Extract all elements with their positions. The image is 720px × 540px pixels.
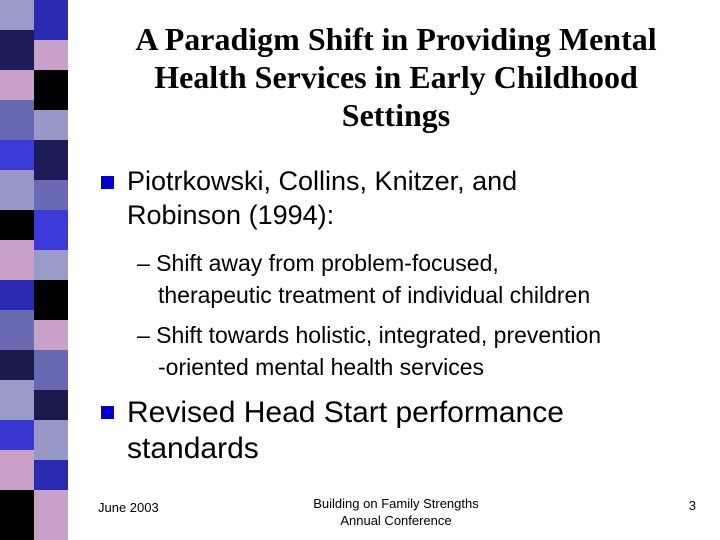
sub-bullet-2-line-1: – Shift towards holistic, integrated, prevention — [137, 322, 602, 348]
slide-title: A Paradigm Shift in Providing Mental Health Services in Early Childhood Settings — [135, 21, 657, 133]
sub-bullet-1-line-1: – Shift away from problem-focused, — [137, 250, 499, 276]
footer-conference-line-1: Building on Family Strengths — [313, 496, 479, 511]
bullet-1-line-2: Robinson (1994): — [127, 200, 335, 230]
bullet-2-line-2: standards — [127, 432, 259, 465]
sub-bullet-2-line-2: -oriented mental health services — [158, 354, 484, 380]
bullet-1-line-1: Piotrkowski, Collins, Knitzer, and — [127, 166, 518, 196]
bullet-2-line-1: Revised Head Start performance — [127, 396, 564, 429]
footer-date: June 2003 — [98, 500, 159, 515]
bullet-square-icon — [101, 406, 114, 419]
footer-conference-line-2: Annual Conference — [340, 513, 452, 528]
decorative-left-strip — [0, 0, 68, 540]
bullet-square-icon — [101, 176, 114, 189]
footer-page-number: 3 — [688, 498, 696, 513]
sub-bullet-1-line-2: therapeutic treatment of individual children — [158, 282, 591, 308]
